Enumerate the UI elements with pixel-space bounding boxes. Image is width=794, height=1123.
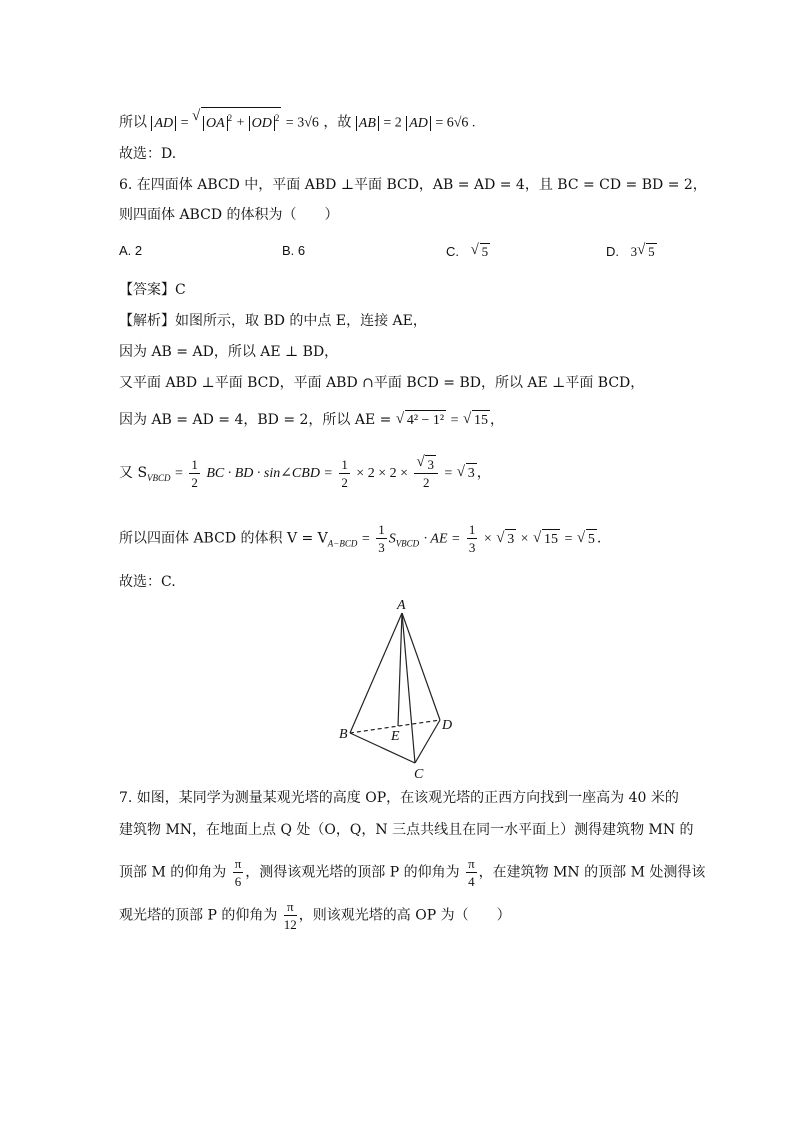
analysis-line-1: 【解析】如图所示，取 BD 的中点 E，连接 AE， [119, 313, 427, 329]
choice-c[interactable]: C. √ 5 [446, 243, 490, 260]
q7-stem-line3: 顶部 M 的仰角为 $\frac{\pi}{6}$ ，测得该观光塔的顶部 P 的仰角为 $\frac{\pi}{4}$ ，在建筑物 MN 的顶部 M 处测得该 [119, 856, 706, 889]
choice-a[interactable]: A. 2 [119, 243, 143, 258]
analysis-line-2: 因为 AB = AD，所以 AE ⊥ BD， [119, 344, 339, 360]
q7-stem-line4: 观光塔的顶部 P 的仰角为 $\frac{\pi}{12}$ ，则该观光塔的高 OP 为（ ） [119, 899, 511, 932]
sqrt-oa-od: √ OA $^2$ + OD $^2$ [192, 107, 281, 134]
choice-b[interactable]: B. 6 [282, 243, 306, 258]
label-a: A [397, 598, 406, 613]
label-b: B [339, 727, 348, 742]
analysis-line-3: 又平面 ABD ⊥平面 BCD，平面 ABD ∩平面 BCD = BD，所以 AE ⊥平面 BCD， [119, 375, 645, 391]
q7-stem-line2: 建筑物 MN，在地面上点 Q 处（O，Q，N 三点共线且在同一水平面上）测得建筑物 MN 的 [119, 822, 694, 838]
volume-formula-line: 所以四面体 ABCD 的体积 $V = V_{A-BCD}$ = $\frac{1}{3}$ $S_{VBCD}$ · AE = $\frac{1}{3}$ × √ 3 × √ 15 = √ 5 . [119, 521, 601, 556]
q6-stem-line2: 则四面体 ABCD 的体积为（ ） [119, 207, 339, 223]
q6-conclusion: 故选：C. [119, 574, 176, 590]
label-d: D [442, 718, 453, 733]
prev-solution-line: 所以 AD = √ OA $^2$ + OD $^2$ = 3√6 ，故 AB = 2 AD = 6√6 . [119, 107, 475, 134]
choice-d[interactable]: D. 3√ 5 [606, 243, 657, 260]
answer-label: 【答案】C [119, 282, 186, 298]
q6-stem-line1: 6. 在四面体 ABCD 中，平面 ABD ⊥平面 BCD，AB = AD = 4，且 BC = CD = BD = 2， [119, 177, 707, 193]
tetrahedron-figure [330, 595, 470, 785]
abs-ad: AD [151, 116, 176, 131]
analysis-line-4: 因为 AB = AD = 4，BD = 2，所以 AE = √ 4² − 1² = √ 15 ， [119, 410, 504, 431]
q7-stem-line1: 7. 如图，某同学为测量某观光塔的高度 OP，在该观光塔的正西方向找到一座高为 40 米的 [119, 790, 679, 806]
label-c: C [414, 767, 424, 782]
prev-conclusion: 故选：D. [119, 146, 177, 162]
label-e: E [391, 729, 400, 744]
area-formula-line: 又 $S_{VBCD}$ = $\frac{1}{2}$ BC · BD · sin∠CBD = $\frac{1}{2}$ × 2 × 2 × √ $\frac{3}{2}$ = √ 3 ， [119, 455, 491, 491]
